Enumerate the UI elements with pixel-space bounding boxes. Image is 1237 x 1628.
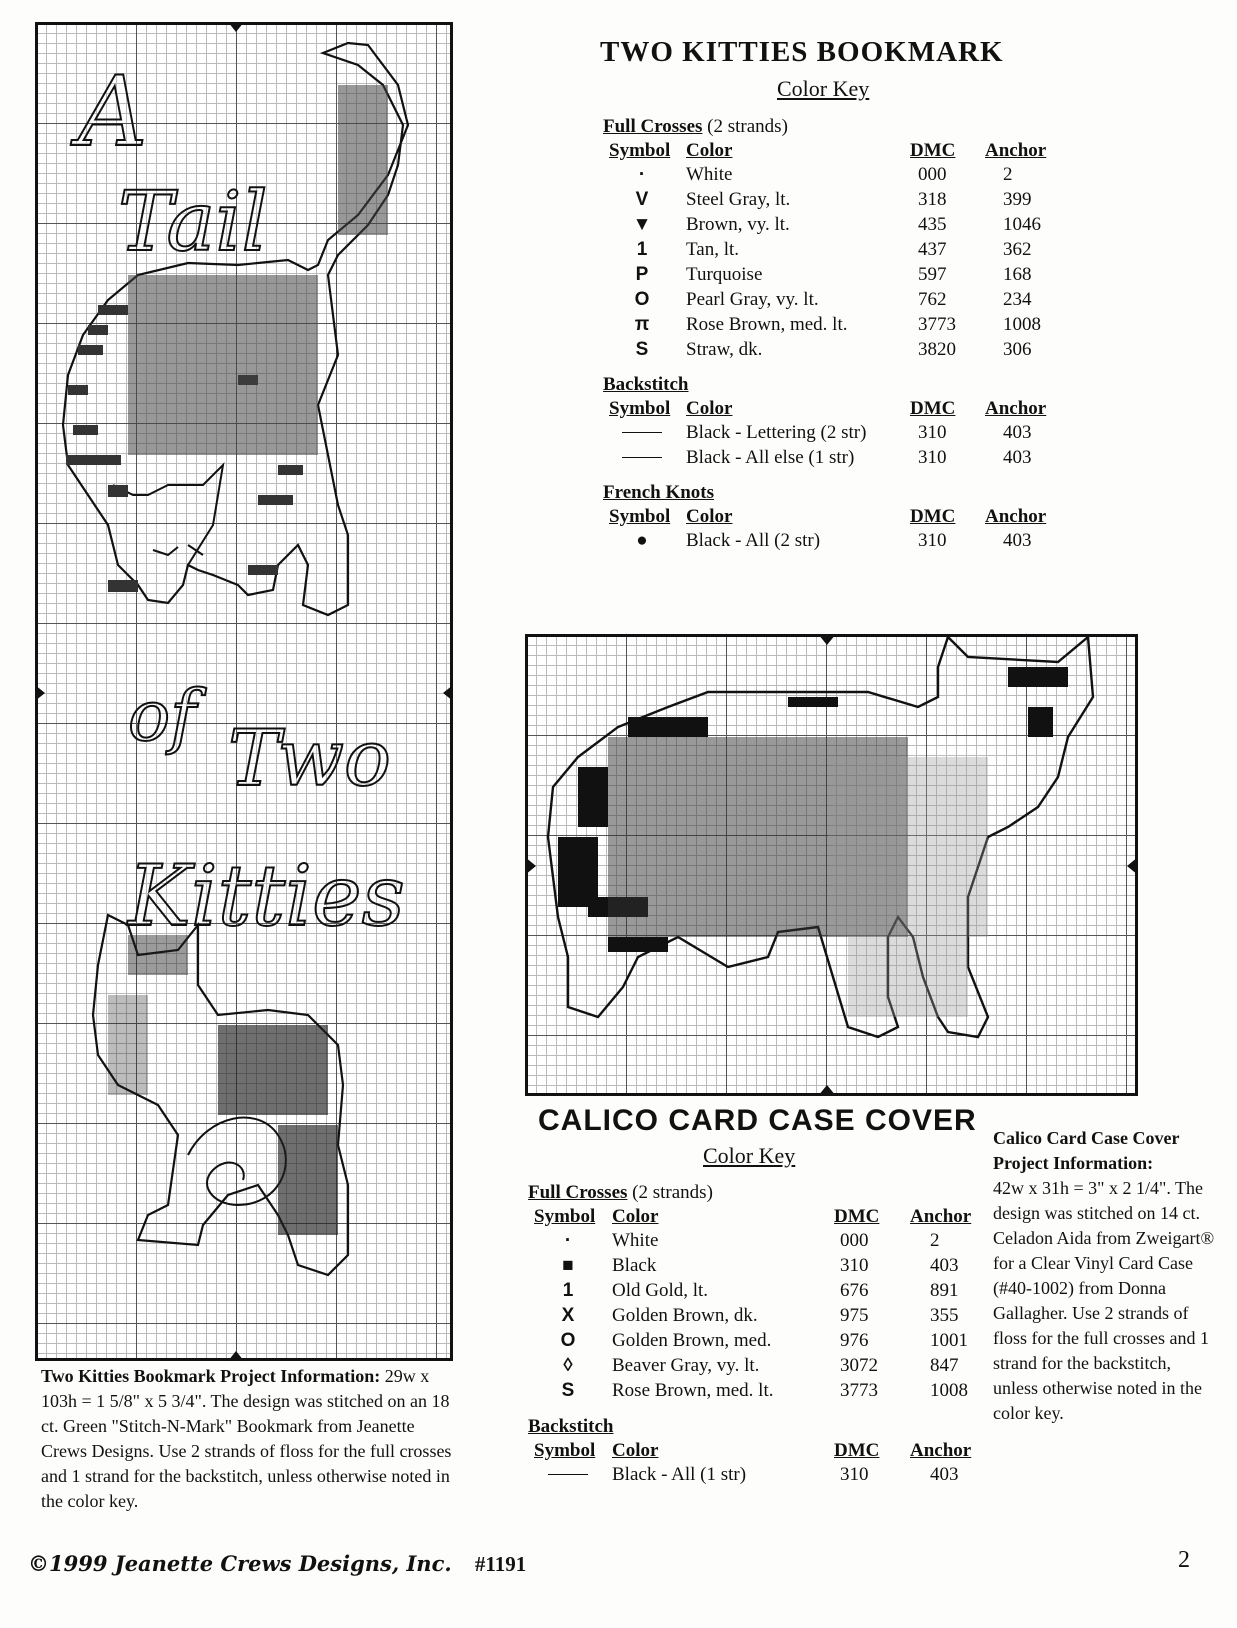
- calico-chart-drawing: [528, 637, 1135, 1093]
- pattern-code: #1191: [474, 1552, 527, 1576]
- key-dmc-number: 437: [918, 239, 947, 260]
- key-anchor-number: 1001: [930, 1330, 968, 1351]
- full-crosses-note: (2 strands): [707, 116, 788, 137]
- key-symbol: S: [635, 339, 649, 360]
- lettering-a: A: [78, 56, 148, 168]
- key-symbol: ■: [562, 1255, 574, 1276]
- key-color-name: Rose Brown, med. lt.: [686, 314, 848, 335]
- footer-copyright: [28, 1551, 526, 1577]
- key-color-name: Golden Brown, med.: [612, 1330, 772, 1351]
- calico-title: CALICO CARD CASE COVER: [538, 1104, 977, 1137]
- backstitch-header-dmc: DMC: [910, 398, 956, 419]
- backstitch-header-anchor: Anchor: [985, 398, 1047, 419]
- bookmark-color-key-table: [600, 114, 1060, 564]
- key-dmc-number: 310: [840, 1255, 869, 1276]
- key-anchor-number: 355: [930, 1305, 959, 1326]
- calico-info-heading: Calico Card Case Cover Project Information:: [993, 1128, 1180, 1173]
- copyright-text: ©1999 Jeanette Crews Designs, Inc.: [28, 1551, 452, 1576]
- lettering-two: Two: [228, 714, 391, 804]
- lettering-kitties: Kitties: [128, 847, 405, 945]
- lettering-of: of: [128, 675, 197, 757]
- key-color-name: White: [686, 164, 733, 185]
- bookmark-title: TWO KITTIES BOOKMARK: [600, 36, 1004, 68]
- calico-marker-bottom: [818, 1085, 836, 1096]
- key-anchor-number: 891: [930, 1280, 959, 1301]
- fk-header-symbol: Symbol: [609, 506, 671, 527]
- key-anchor-number: 306: [1003, 339, 1032, 360]
- header-color: Color: [686, 140, 733, 161]
- key-color-name: Old Gold, lt.: [612, 1280, 709, 1301]
- key-dmc-number: 310: [840, 1464, 869, 1485]
- key-symbol: V: [635, 189, 649, 210]
- french-knots-label: French Knots: [603, 482, 715, 503]
- key-dmc-number: 976: [840, 1330, 869, 1351]
- bookmark-chart: [35, 22, 453, 1361]
- fk-header-dmc: DMC: [910, 506, 956, 527]
- key-anchor-number: 1008: [1003, 314, 1041, 335]
- key-color-name: Black - All (1 str): [612, 1464, 747, 1485]
- calico-full-crosses-label: Full Crosses: [528, 1182, 628, 1203]
- calico-chart: [525, 634, 1138, 1096]
- key-dmc-number: 310: [918, 447, 947, 468]
- page-number: 2: [1178, 1547, 1190, 1573]
- center-marker-top: [228, 22, 244, 32]
- key-symbol: 1: [636, 239, 648, 260]
- key-dmc-number: 000: [840, 1230, 869, 1251]
- key-anchor-number: 234: [1003, 289, 1032, 310]
- calico-backstitch-header-anchor: Anchor: [910, 1440, 972, 1461]
- calico-header-anchor: Anchor: [910, 1206, 972, 1227]
- key-symbol: O: [634, 289, 650, 310]
- full-crosses-label: Full Crosses: [603, 116, 703, 137]
- key-symbol: π: [634, 314, 650, 335]
- key-color-name: Black - All (2 str): [686, 530, 821, 551]
- backstitch-line-symbol: [622, 457, 662, 458]
- calico-color-key-label: Color Key: [703, 1143, 796, 1168]
- calico-marker-left: [525, 857, 536, 875]
- bookmark-info-heading: Two Kitties Bookmark Project Information:: [41, 1366, 381, 1386]
- key-color-name: Pearl Gray, vy. lt.: [686, 289, 819, 310]
- key-anchor-number: 362: [1003, 239, 1032, 260]
- backstitch-line-symbol: [622, 432, 662, 433]
- fk-header-anchor: Anchor: [985, 506, 1047, 527]
- calico-backstitch-label: Backstitch: [528, 1416, 614, 1437]
- key-symbol: ·: [638, 164, 646, 185]
- key-dmc-number: 3773: [840, 1380, 878, 1401]
- key-dmc-number: 3773: [918, 314, 956, 335]
- key-symbol: O: [560, 1330, 576, 1351]
- calico-backstitch-header-color: Color: [612, 1440, 659, 1461]
- center-marker-left: [35, 685, 45, 701]
- bookmark-color-key-label: Color Key: [777, 76, 870, 101]
- key-color-name: Steel Gray, lt.: [686, 189, 791, 210]
- calico-backstitch-header-dmc: DMC: [834, 1440, 880, 1461]
- header-anchor: Anchor: [985, 140, 1047, 161]
- bookmark-info-body: 29w x 103h = 1 5/8" x 5 3/4". The design was stitched on an 18 ct. Green "Stitch-N-Mark" Bookmark from Jeanette Crews Designs. Use 2 strands of floss for the full crosses and 1 strand for the backstitch, unless otherwise noted in the color key.: [41, 1366, 452, 1511]
- key-symbol: X: [561, 1305, 575, 1326]
- calico-project-info: [993, 1126, 1218, 1426]
- key-anchor-number: 2: [930, 1230, 940, 1251]
- calico-info-body: 42w x 31h = 3" x 2 1/4". The design was stitched on 14 ct. Celadon Aida from Zweigart® for a Clear Vinyl Card Case (#40-1002) from Donna Gallagher. Use 2 strands of floss for the full crosses and 1 strand for the backstitch, unless otherwise noted in the color key.: [993, 1178, 1215, 1423]
- calico-color-key-table: [528, 1180, 988, 1510]
- key-anchor-number: 403: [930, 1464, 959, 1485]
- key-symbol: ●: [636, 530, 648, 551]
- key-dmc-number: 676: [840, 1280, 869, 1301]
- bookmark-project-info: [41, 1364, 461, 1514]
- key-anchor-number: 403: [930, 1255, 959, 1276]
- key-anchor-number: 399: [1003, 189, 1032, 210]
- key-symbol: S: [561, 1380, 575, 1401]
- backstitch-header-color: Color: [686, 398, 733, 419]
- key-symbol: ◊: [563, 1355, 573, 1376]
- key-anchor-number: 1008: [930, 1380, 968, 1401]
- key-dmc-number: 000: [918, 164, 947, 185]
- key-symbol: ▼: [632, 214, 652, 235]
- calico-header-dmc: DMC: [834, 1206, 880, 1227]
- calico-backstitch-header-symbol: Symbol: [534, 1440, 596, 1461]
- key-anchor-number: 847: [930, 1355, 959, 1376]
- key-dmc-number: 597: [918, 264, 947, 285]
- key-dmc-number: 3072: [840, 1355, 878, 1376]
- key-color-name: Turquoise: [686, 264, 763, 285]
- key-dmc-number: 975: [840, 1305, 869, 1326]
- header-symbol: Symbol: [609, 140, 671, 161]
- key-dmc-number: 310: [918, 422, 947, 443]
- key-color-name: Rose Brown, med. lt.: [612, 1380, 774, 1401]
- lettering-tail: Tail: [118, 175, 268, 270]
- calico-header-symbol: Symbol: [534, 1206, 596, 1227]
- key-anchor-number: 168: [1003, 264, 1032, 285]
- key-anchor-number: 403: [1003, 422, 1032, 443]
- backstitch-label: Backstitch: [603, 374, 689, 395]
- key-dmc-number: 310: [918, 530, 947, 551]
- calico-header-color: Color: [612, 1206, 659, 1227]
- key-dmc-number: 435: [918, 214, 947, 235]
- calico-full-crosses-note: (2 strands): [632, 1182, 713, 1203]
- key-dmc-number: 3820: [918, 339, 956, 360]
- backstitch-line-symbol: [548, 1474, 588, 1475]
- key-color-name: Straw, dk.: [686, 339, 763, 360]
- key-color-name: White: [612, 1230, 659, 1251]
- key-color-name: Brown, vy. lt.: [686, 214, 790, 235]
- key-color-name: Black: [612, 1255, 657, 1276]
- key-anchor-number: 1046: [1003, 214, 1041, 235]
- key-symbol: 1: [562, 1280, 574, 1301]
- key-color-name: Black - Lettering (2 str): [686, 422, 867, 443]
- bookmark-chart-drawing: [38, 25, 450, 1358]
- key-color-name: Golden Brown, dk.: [612, 1305, 758, 1326]
- key-color-name: Tan, lt.: [686, 239, 740, 260]
- key-anchor-number: 403: [1003, 530, 1032, 551]
- key-color-name: Beaver Gray, vy. lt.: [612, 1355, 760, 1376]
- center-marker-right: [443, 685, 453, 701]
- key-anchor-number: 403: [1003, 447, 1032, 468]
- key-symbol: ·: [564, 1230, 572, 1251]
- key-anchor-number: 2: [1003, 164, 1013, 185]
- key-color-name: Black - All else (1 str): [686, 447, 855, 468]
- calico-marker-right: [1127, 857, 1138, 875]
- key-symbol: P: [635, 264, 649, 285]
- calico-marker-top: [818, 634, 836, 645]
- backstitch-header-symbol: Symbol: [609, 398, 671, 419]
- center-marker-bottom: [228, 1351, 244, 1361]
- header-dmc: DMC: [910, 140, 956, 161]
- key-dmc-number: 762: [918, 289, 947, 310]
- fk-header-color: Color: [686, 506, 733, 527]
- key-dmc-number: 318: [918, 189, 947, 210]
